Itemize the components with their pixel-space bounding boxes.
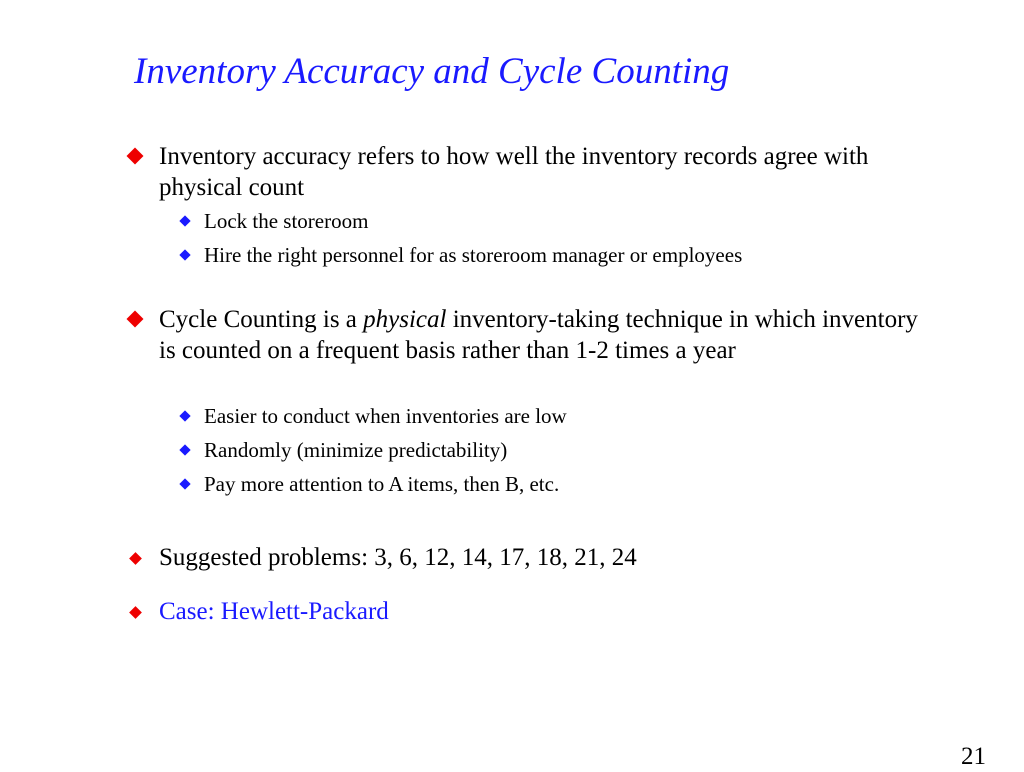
- blue-diamond-bullet-icon: [179, 410, 190, 421]
- red-diamond-bullet-icon: [129, 606, 142, 619]
- bullet-text: Cycle Counting is a physical inventory-taking technique in which inventory is counted on a frequent basis rather than 1-2 times a year: [159, 306, 918, 364]
- slide-title: Inventory Accuracy and Cycle Counting: [134, 51, 730, 92]
- page-number: 21: [961, 743, 986, 770]
- red-diamond-bullet-icon: [127, 148, 144, 165]
- sub-bullet-randomly: [204, 436, 904, 464]
- blue-diamond-bullet-icon: [179, 478, 190, 489]
- sub-bullet-text: Pay more attention to A items, then B, etc.: [204, 472, 560, 496]
- sub-bullet-easier: [204, 402, 904, 430]
- sub-bullet-text: Randomly (minimize predictability): [204, 438, 508, 462]
- sub-bullet-text: Lock the storeroom: [204, 209, 369, 233]
- bullet-cycle-counting: [159, 304, 919, 366]
- bullet-text: Suggested problems: 3, 6, 12, 14, 17, 18, 21, 24: [159, 544, 637, 571]
- sub-bullet-text: Easier to conduct when inventories are low: [204, 404, 567, 428]
- bullet-suggested-problems: [159, 542, 919, 573]
- case-link[interactable]: Case: Hewlett-Packard: [159, 598, 389, 625]
- emphasis-physical: physical: [363, 306, 447, 333]
- sub-bullet-hire-personnel: [204, 241, 904, 269]
- red-diamond-bullet-icon: [127, 311, 144, 328]
- blue-diamond-bullet-icon: [179, 249, 190, 260]
- bullet-text: Inventory accuracy refers to how well the inventory records agree with physical count: [159, 143, 869, 201]
- sub-bullet-attention: [204, 470, 904, 498]
- sub-bullet-lock-storeroom: [204, 207, 904, 235]
- bullet-inventory-accuracy: [159, 141, 919, 203]
- red-diamond-bullet-icon: [129, 552, 142, 565]
- sub-bullet-text: Hire the right personnel for as storeroom manager or employees: [204, 243, 743, 267]
- bullet-case: [159, 596, 919, 627]
- blue-diamond-bullet-icon: [179, 215, 190, 226]
- blue-diamond-bullet-icon: [179, 444, 190, 455]
